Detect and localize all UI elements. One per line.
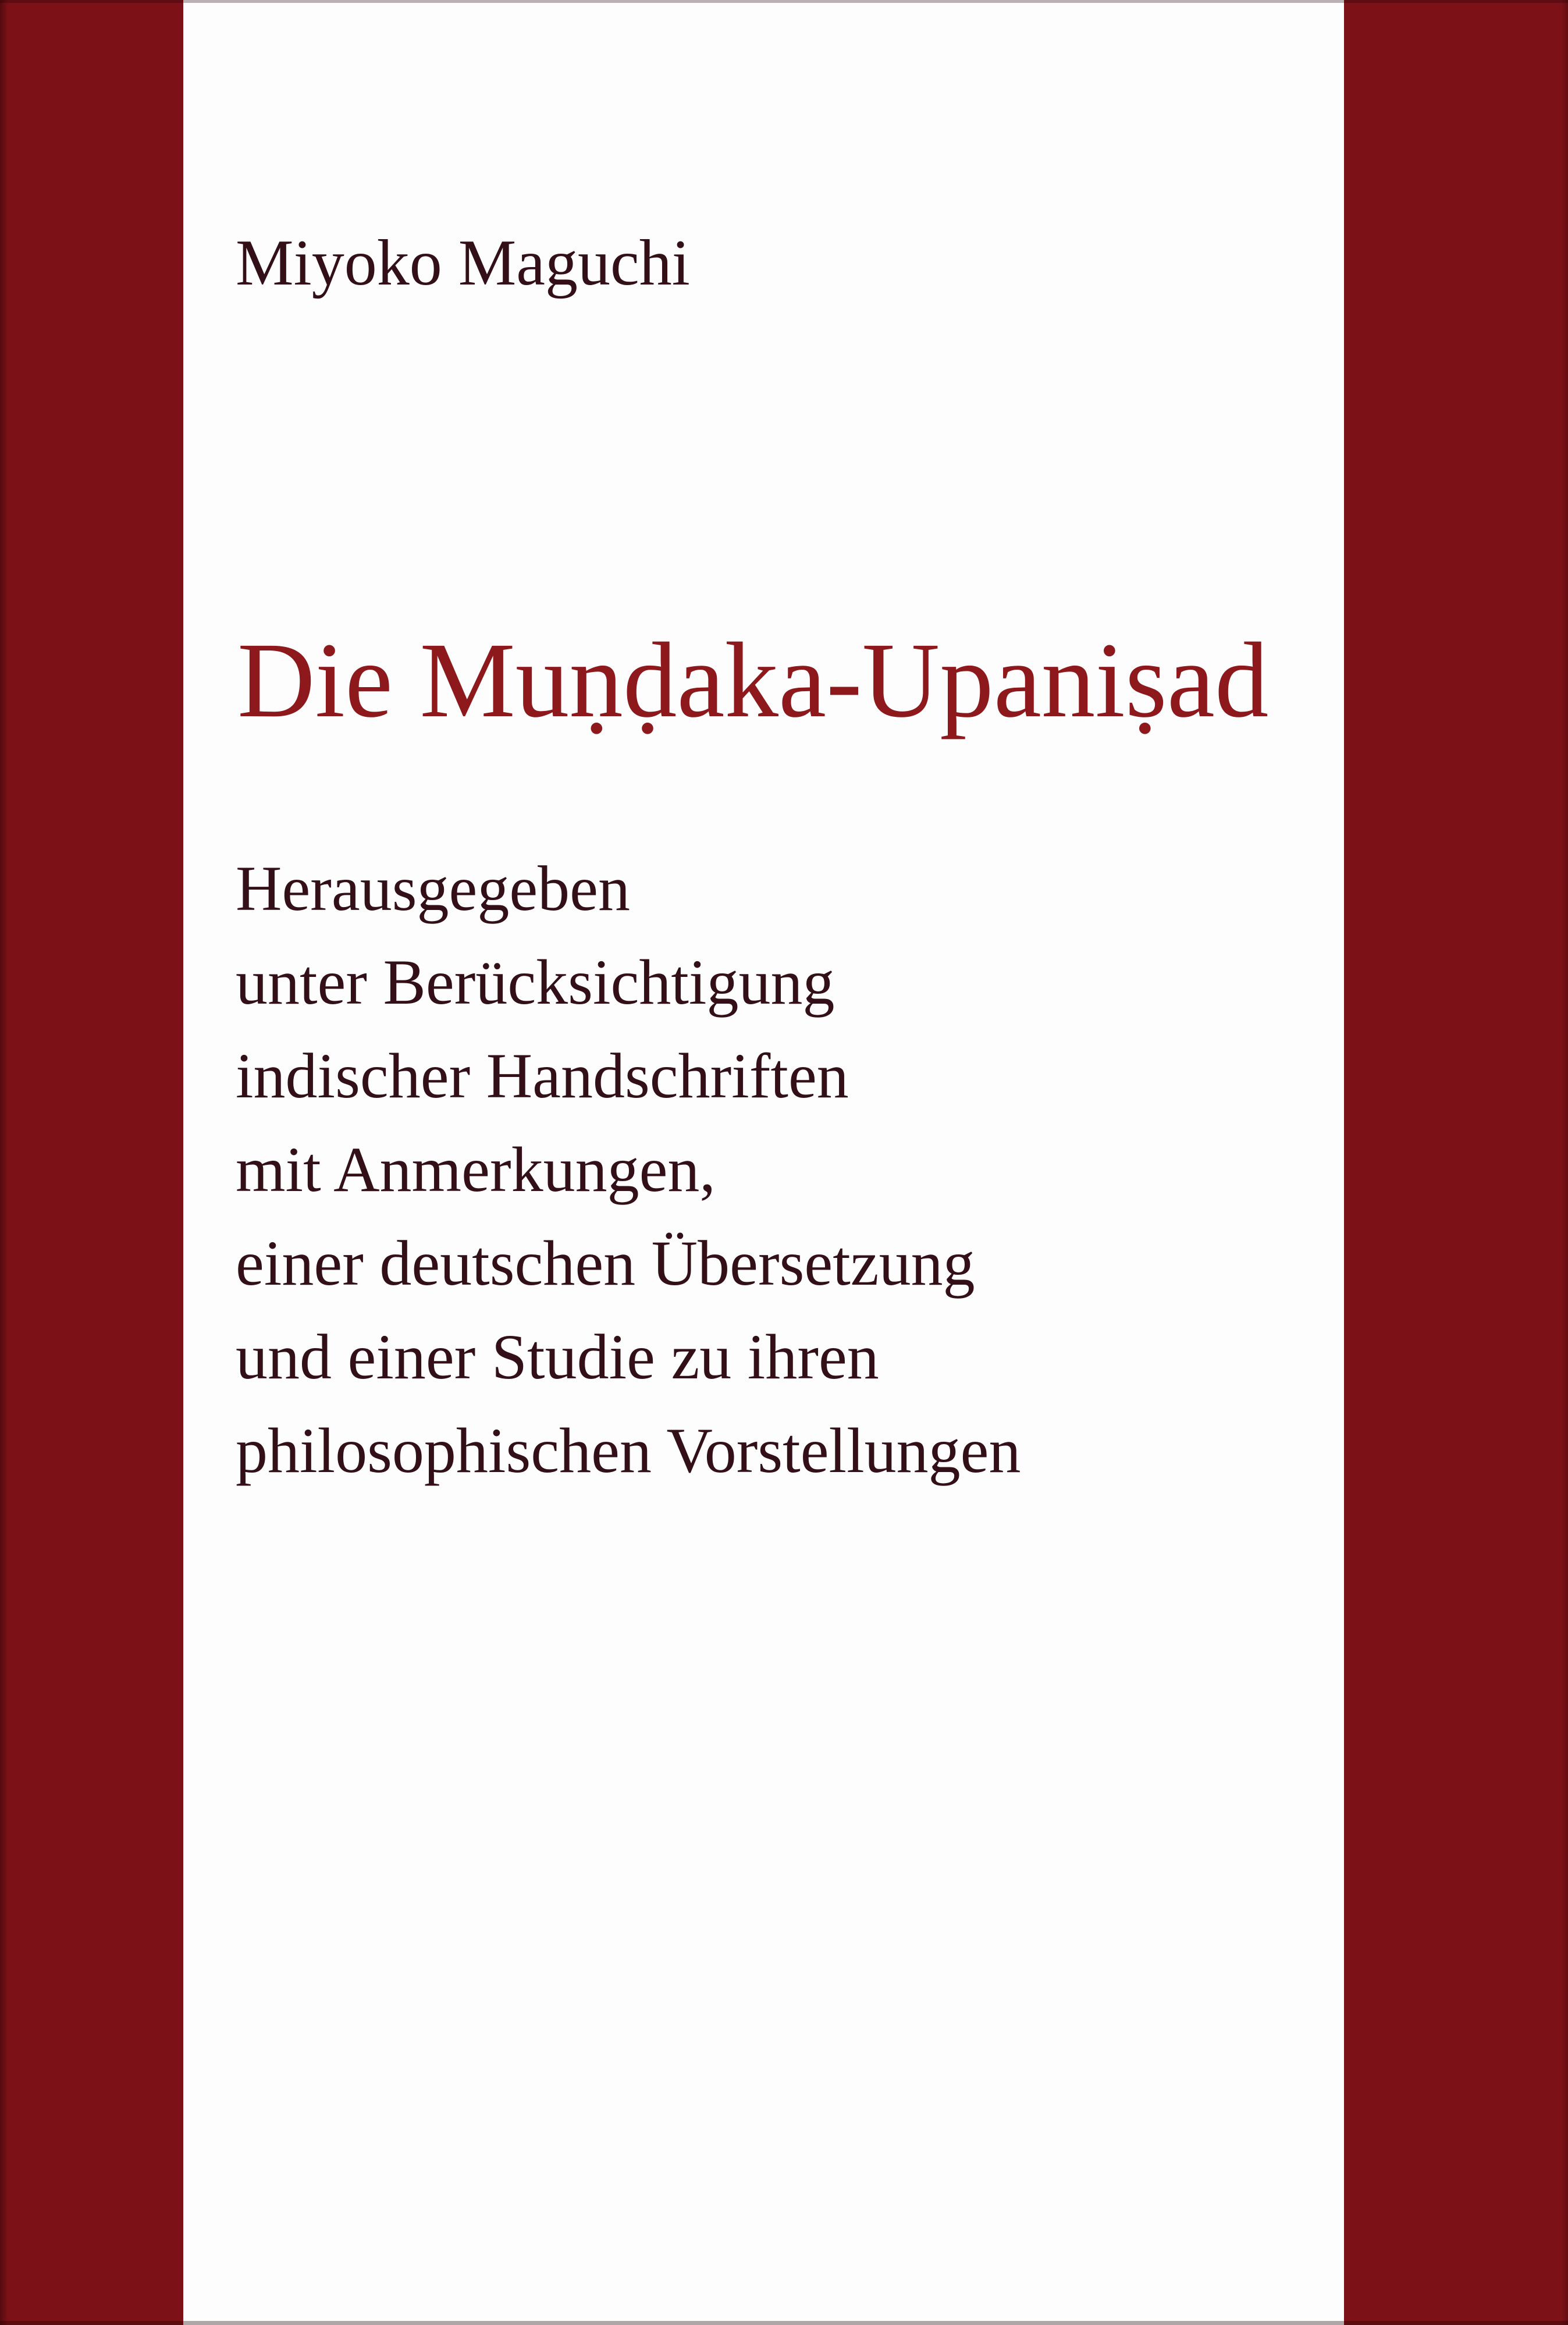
subtitle-block [236,842,1021,1498]
subtitle-line: philosophischen Vorstellungen [236,1415,1021,1486]
subtitle-line: Herausgegeben [236,853,630,924]
subtitle-line: unter Berücksichtigung [236,947,835,1018]
subtitle-line: und einer Studie zu ihren [236,1321,879,1392]
author-name: Miyoko Maguchi [236,227,690,299]
book-title: Die Muṇḍaka-Upaniṣad [237,621,1269,740]
subtitle-line: mit Anmerkungen, [236,1134,716,1205]
subtitle-line: einer deutschen Übersetzung [236,1228,975,1299]
left-red-band [0,0,183,2325]
right-red-band [1344,0,1568,2325]
subtitle-line: indischer Handschriften [236,1040,849,1111]
